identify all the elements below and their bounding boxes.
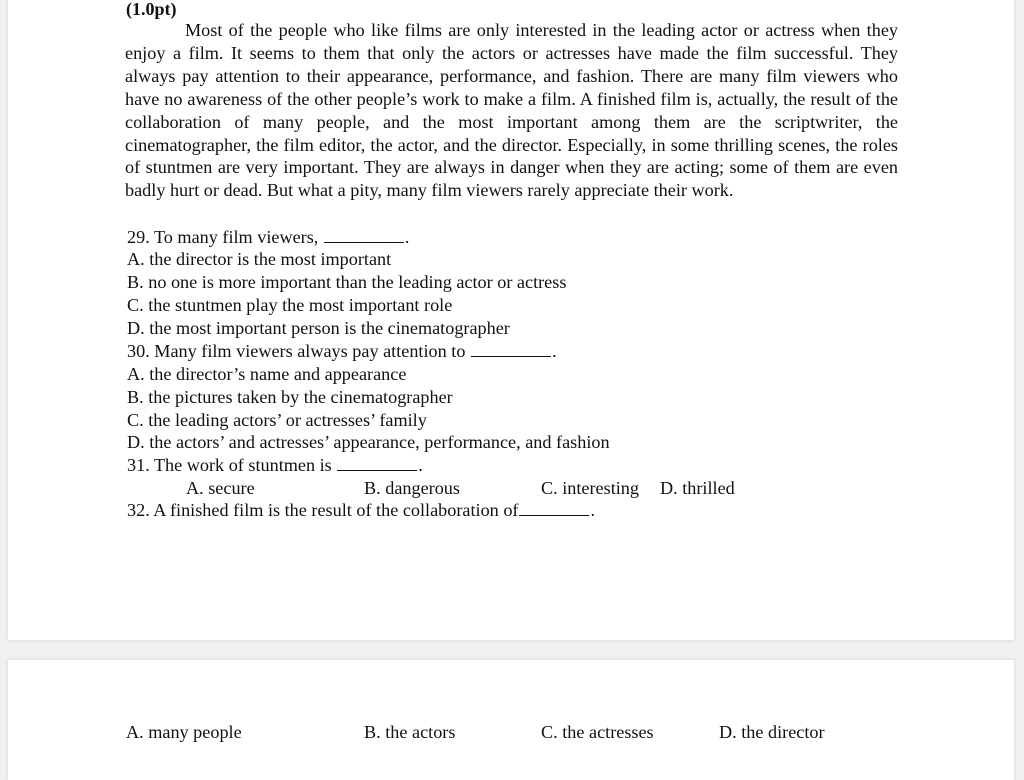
page-bottom: [8, 660, 1014, 780]
q31-option-b: B. dangerous: [364, 478, 460, 498]
q31-option-d: D. thrilled: [660, 478, 735, 498]
q29-option-b: B. no one is more important than the leading actor or actress: [127, 272, 567, 292]
question-30-stem: 30. Many film viewers always pay attention to: [127, 341, 466, 361]
question-29: [127, 226, 409, 248]
q32-option-d: D. the director: [719, 722, 825, 742]
q32-option-c: C. the actresses: [541, 722, 654, 742]
question-31-stem: 31. The work of stuntmen is: [127, 455, 332, 475]
q32-option-a: A. many people: [126, 722, 242, 742]
question-32: [127, 499, 595, 521]
question-32-stem: 32. A finished film is the result of the collaboration of: [127, 500, 519, 520]
q31-option-a: A. secure: [186, 478, 255, 498]
question-31: [127, 454, 423, 476]
q32-option-b: B. the actors: [364, 722, 456, 742]
question-29-end: .: [404, 227, 410, 247]
q30-option-c: C. the leading actors’ or actresses’ family: [127, 410, 427, 430]
q29-option-a: A. the director is the most important: [127, 249, 392, 269]
question-29-stem: 29. To many film viewers,: [127, 227, 319, 247]
answer-blank: [337, 456, 417, 471]
q29-option-c: C. the stuntmen play the most important role: [127, 295, 453, 315]
question-30: [127, 340, 557, 362]
question-30-end: .: [551, 341, 557, 361]
section-heading: (1.0pt): [126, 0, 177, 19]
answer-blank: [519, 501, 589, 516]
q30-option-b: B. the pictures taken by the cinematographer: [127, 387, 453, 407]
q31-option-c: C. interesting: [541, 478, 639, 498]
reading-passage: Most of the people who like films are only interested in the leading actor or actress when they enjoy a film. It seems to them that only the actors or actresses have made the film successful. They always pay attention to their appearance, performance, and fashion. There are many film viewers who have no awareness of the other people’s work to make a film. A finished film is, actually, the result of the collaboration of many people, and the most important among them are the scriptwriter, the cinematographer, the film editor, the actor, and the director. Especially, in some thrilling scenes, the roles of stuntmen are very important. They are always in danger when they are acting; some of them are even badly hurt or dead. But what a pity, many film viewers rarely appreciate their work.: [125, 20, 898, 201]
question-31-end: .: [418, 455, 423, 475]
q30-option-d: D. the actors’ and actresses’ appearance, performance, and fashion: [127, 432, 610, 452]
q29-option-d: D. the most important person is the cinematographer: [127, 318, 510, 338]
answer-blank: [324, 228, 404, 243]
q30-option-a: A. the director’s name and appearance: [127, 364, 407, 384]
answer-blank: [471, 342, 551, 357]
question-32-end: .: [590, 500, 596, 520]
